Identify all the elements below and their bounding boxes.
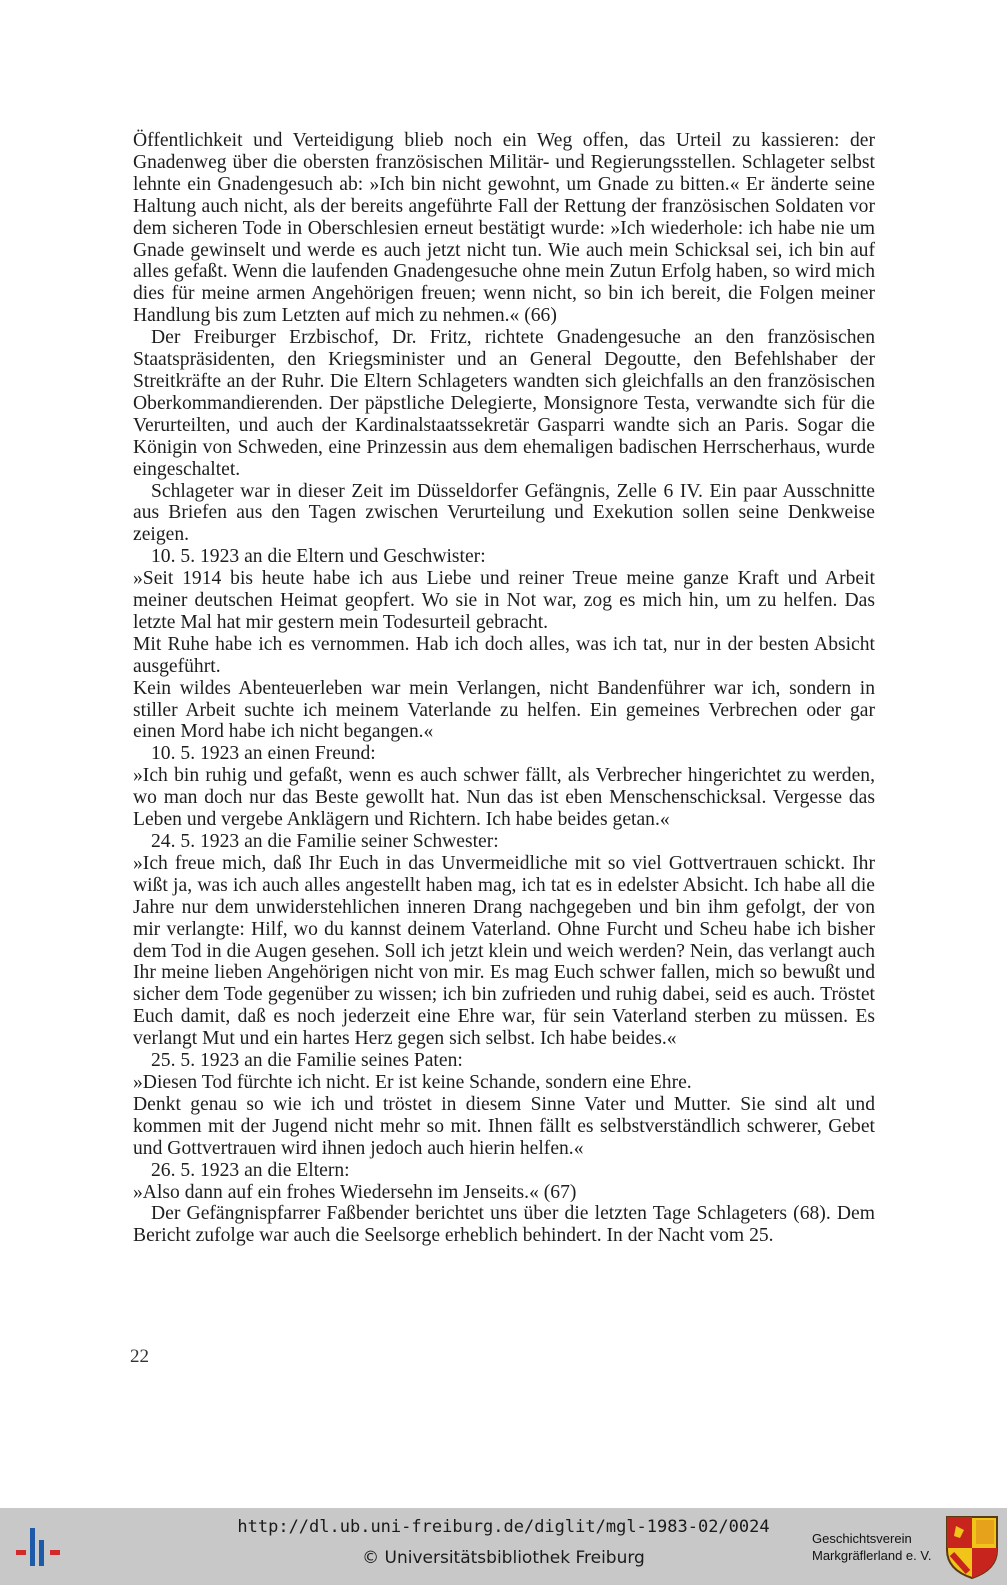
paragraph: »Diesen Tod fürchte ich nicht. Er ist keine Schande, sondern eine Ehre. (133, 1071, 692, 1093)
paragraph: 10. 5. 1923 an einen Freund: (151, 743, 376, 765)
paragraph: 26. 5. 1923 an die Eltern: (151, 1159, 350, 1181)
paragraph: »Ich bin ruhig und gefaßt, wenn es auch schwer fällt, als Verbrecher hingerichtet zu werden, wo man doch nur das Beste gewollt hat. Nun das ist eben Menschenschicksal. Vergesse das Leben und vergebe Anklägern und Richtern. Ich habe beides getan.« (133, 765, 875, 831)
society-line-2: Markgräflerland e. V. (812, 1548, 932, 1563)
paragraph: Der Gefängnispfarrer Faßbender berichtet uns über die letzten Tage Schlageters (68). Dem Bericht zufolge war auch die Seelsorge erheblich behindert. In der Nacht vom 25. (133, 1203, 875, 1247)
coat-of-arms-icon (944, 1514, 1000, 1580)
society-line-1: Geschichtsverein (812, 1531, 912, 1546)
copyright-notice: © Universitätsbibliothek Freiburg (362, 1548, 645, 1568)
paragraph: Öffentlichkeit und Verteidigung blieb noch ein Weg offen, das Urteil zu kassieren: der Gnadenweg über die obersten französischen Militär- und Regierungsstellen. Schlageter selbst lehnte ein Gnadengesuch ab: »Ich bin nicht gewohnt, um Gnade zu bitten.« Er änderte seine Haltung auch nicht, als der bereits angeführte Fall der Rettung der französischen Soldaten vor dem sicheren Tode in Oberschlesien erneut bestätigt wurde: »Ich wiederhole: ich habe nie um Gnade gewinselt und werde es auch jetzt nicht tun. Wie auch mein Schicksal sei, ich bin auf alles gefaßt. Wenn die laufenden Gnadengesuche ohne mein Zutun Erfolg haben, so wird mich dies für meine armen Angehörigen freuen; wenn nicht, so bin ich bereit, die Folgen meiner Handlung bis zum Letzten auf mich zu nehmen.« (66) (133, 130, 875, 327)
paragraph: 25. 5. 1923 an die Familie seines Paten: (151, 1050, 463, 1072)
paragraph: »Also dann auf ein frohes Wiedersehn im Jenseits.« (67) (133, 1181, 577, 1203)
paragraph: Kein wildes Abenteuerleben war mein Verlangen, nicht Bandenführer war ich, sondern in stiller Arbeit suchte ich meinem Vaterlande zu helfen. Ein gemeines Verbrechen oder gar einen Mord habe ich nicht begangen.« (133, 677, 875, 743)
paragraph: Mit Ruhe habe ich es vernommen. Hab ich doch alles, was ich tat, nur in der besten Absicht ausgeführt. (133, 633, 875, 677)
paragraph: »Seit 1914 bis heute habe ich aus Liebe und reiner Treue meine ganze Kraft und Arbeit meiner deutschen Heimat geopfert. Wo sie in Not war, zog es mich hin, um zu helfen. Das letzte Mal hat mir gestern mein Todesurteil gebracht. (133, 568, 875, 633)
society-name (812, 1530, 931, 1564)
book-page-text (133, 130, 875, 1247)
footer-bar (0, 1508, 1007, 1585)
paragraph: 24. 5. 1923 an die Familie seiner Schwester: (151, 831, 499, 852)
paragraph: »Ich freue mich, daß Ihr Euch in das Unvermeidliche mit so viel Gottvertrauen schickt. Ihr wißt ja, was ich auch alles angestellt haben mag, ich tat es in edelster Absicht. Ich habe all die Jahre nur dem unwiderstehlichen inneren Drang nachgegeben und bin ihm gefolgt, der von mir verlangte: Hilf, wo du kannst deinem Vaterland. Ohne Furcht und Scheu habe ich bisher dem Tod in die Augen gesehen. Soll ich jetzt klein und weich werden? Nein, das verlangt auch Ihr meine lieben Angehörigen nicht von mir. Es mag Euch schwer fallen, mich so bewußt und sicher dem Tode gegenüber zu wissen; ich bin zufrieden und ruhig dabei, seid es auch. Tröstet Euch damit, daß es noch jederzeit eine Ehre war, für sein Vaterland sterben zu müssen. Es verlangt Mut und ein hartes Herz gegen sich selbst. Ich habe beides.« (133, 852, 875, 1050)
page-number: 22 (130, 1346, 149, 1367)
source-url-link[interactable]: http://dl.ub.uni-freiburg.de/diglit/mgl-1983-02/0024 (237, 1517, 770, 1537)
paragraph: Denkt genau so wie ich und tröstet in diesem Sinne Vater und Mutter. Sie sind alt und kommen mit der Jugend nicht mehr so mit. Ihnen fällt es selbstverständlich schwerer, Gebet und Gottvertrauen wird ihnen jedoch auch hierin helfen.« (133, 1093, 875, 1159)
paragraph: Der Freiburger Erzbischof, Dr. Fritz, richtete Gnadengesuche an den französischen Staatspräsidenten, den Kriegsminister und an General Degoutte, den Befehlshaber der Streitkräfte an der Ruhr. Die Eltern Schlageters wandten sich gleichfalls an den französischen Oberkommandierenden. Der päpstliche Delegierte, Monsignore Testa, verwandte sich für die Verurteilten, und auch der Kardinalstaatssekretär Gasparri wandte sich an Paris. Sogar die Königin von Schweden, eine Prinzessin aus dem ehemaligen badischen Herrscherhaus, wurde eingeschaltet. (133, 327, 875, 480)
paragraph: 10. 5. 1923 an die Eltern und Geschwister: (151, 546, 486, 568)
paragraph: Schlageter war in dieser Zeit im Düsseldorfer Gefängnis, Zelle 6 IV. Ein paar Ausschnitte aus Briefen aus den Tagen zwischen Verurteilung und Exekution sollen seine Denkweise zeigen. (133, 480, 875, 546)
